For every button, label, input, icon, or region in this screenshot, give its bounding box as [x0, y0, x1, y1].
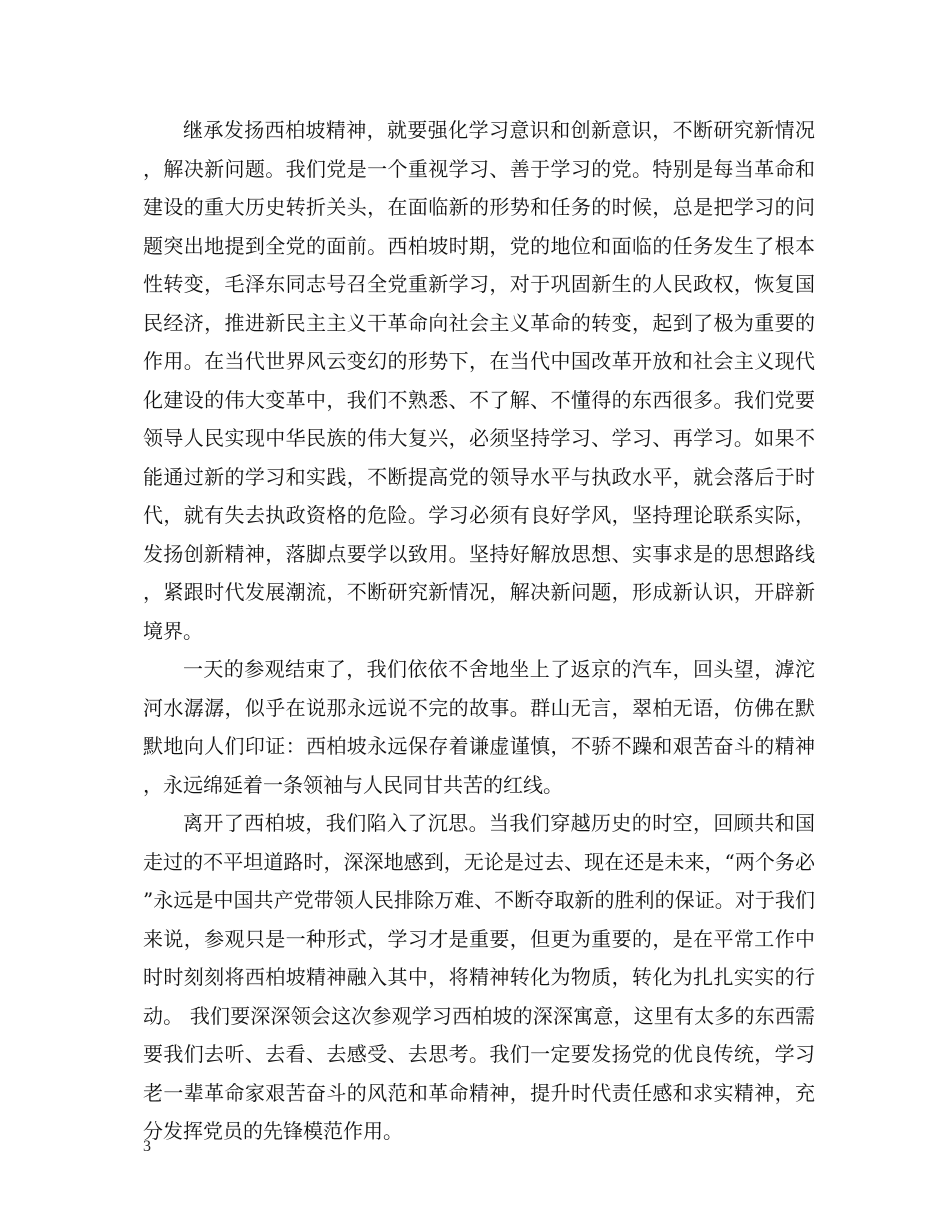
body-text	[143, 111, 815, 1151]
paragraph-2: 一天的参观结束了，我们依依不舍地坐上了返京的汽车，回头望，滹沱河水潺潺，似乎在说那永远说不完的故事。群山无言，翠柏无语，仿佛在默默地向人们印证：西柏坡永远保存着谦虚谨慎，不骄不躁和艰苦奋斗的精神，永远绵延着一条领袖与人民同甘共苦的红线。	[143, 657, 815, 797]
paragraph-3: 离开了西柏坡，我们陷入了沉思。当我们穿越历史的时空，回顾共和国走过的不平坦道路时，深深地感到，无论是过去、现在还是未来，“两个务必”永远是中国共产党带领人民排除万难、不断夺取新的胜利的保证。对于我们来说，参观只是一种形式，学习才是重要，但更为重要的，是在平常工作中时时刻刻将西柏坡精神融入其中，将精神转化为物质，转化为扎扎实实的行动。 我们要深深领会这次参观学习西柏坡的深深寓意，这里有太多的东西需要我们去听、去看、去感受、去思考。我们一定要发扬党的优良传统，学习老一辈革命家艰苦奋斗的风范和革命精神，提升时代责任感和求实精神，充分发挥党员的先锋模范作用。	[143, 811, 815, 1143]
page-number: 3	[143, 1138, 151, 1155]
paragraph-1: 继承发扬西柏坡精神，就要强化学习意识和创新意识，不断研究新情况，解决新问题。我们党是一个重视学习、善于学习的党。特别是每当革命和建设的重大历史转折关头，在面临新的形势和任务的时候，总是把学习的问题突出地提到全党的面前。西柏坡时期，党的地位和面临的任务发生了根本性转变，毛泽东同志号召全党重新学习，对于巩固新生的人民政权，恢复国民经济，推进新民主主义干革命向社会主义革命的转变，起到了极为重要的作用。在当代世界风云变幻的形势下，在当代中国改革开放和社会主义现代化建设的伟大变革中，我们不熟悉、不了解、不懂得的东西很多。我们党要领导人民实现中华民族的伟大复兴，必须坚持学习、学习、再学习。如果不能通过新的学习和实践，不断提高党的领导水平与执政水平，就会落后于时代，就有失去执政资格的危险。学习必须有良好学风，坚持理论联系实际，发扬创新精神，落脚点要学以致用。坚持好解放思想、实事求是的思想路线，紧跟时代发展潮流，不断研究新情况，解决新问题，形成新认识，开辟新境界。	[143, 118, 815, 643]
